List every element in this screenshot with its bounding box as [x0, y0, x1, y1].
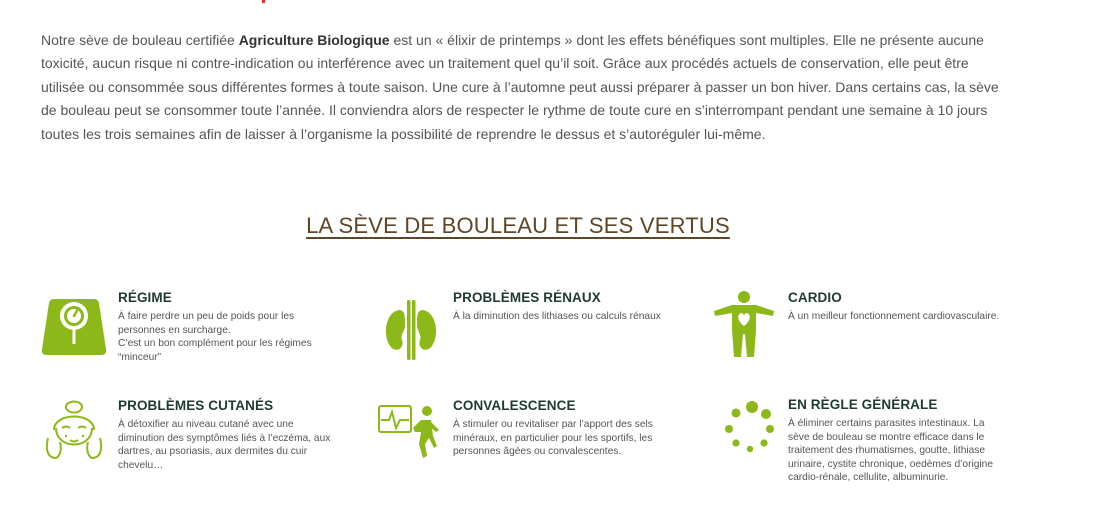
intro-text-start: Notre sève de bouleau certifiée	[41, 32, 239, 48]
running-heartbeat-icon	[377, 400, 445, 468]
feature-regime	[118, 290, 333, 364]
intro-bold-text: Agriculture Biologique	[238, 32, 390, 48]
feature-title: CONVALESCENCE	[453, 398, 576, 413]
feature-title: RÉGIME	[118, 290, 172, 305]
kidneys-icon	[377, 296, 445, 364]
feature-convalescence	[453, 398, 668, 459]
feature-text: À stimuler ou revitaliser par l’apport des sels minéraux, en particulier pour les sportifs, les personnes âgées ou convalescentes.	[453, 419, 653, 458]
feature-title: EN RÈGLE GÉNÉRALE	[788, 397, 938, 412]
feature-text: À éliminer certains parasites intestinaux. La sève de bouleau se montre efficace dans le traitement des rhumatismes, goutte, lithiase urinaire, cystite chronique, oedèmes d’origine cardio-rénale, cellulite, albuminurie.	[788, 418, 993, 484]
heart-person-icon	[710, 290, 778, 358]
feature-en-regle-generale	[788, 397, 1003, 485]
section-title: LA SÈVE DE BOULEAU ET SES VERTUS	[306, 213, 730, 238]
feature-title: PROBLÈMES RÉNAUX	[453, 290, 601, 305]
feature-text: À faire perdre un peu de poids pour les personnes en surcharge. C’est un bon complément pour les régimes “minceur”	[118, 311, 312, 363]
feature-text: À un meilleur fonctionnement cardiovasculaire.	[788, 311, 1000, 322]
feature-text: À détoxifier au niveau cutané avec une diminution des symptômes liés à l’eczéma, aux dartres, au psoriasis, aux dermites du cuir chevelu…	[118, 419, 331, 471]
feature-problemes-renaux	[453, 290, 668, 324]
feature-title: PROBLÈMES CUTANÉS	[118, 398, 274, 413]
feature-text: À la diminution des lithiases ou calculs rénaux	[453, 311, 661, 322]
feature-problemes-cutanes	[118, 398, 333, 472]
feature-cardio	[788, 290, 1003, 324]
intro-text-rest: est un « élixir de printemps » dont les effets bénéfiques sont multiples. Elle ne présente aucune toxicité, aucun risque ni contre-indication ou interférence avec un traitement quel qu’il soit. Grâce aux procédés actuels de conservation, elle peut être utilisée ou consommée sous différentes formes à toute saison. Une cure à l’automne peut aussi préparer à passer un bon hiver. Dans certains cas, la sève de bouleau peut se consommer toute l’année. Il conviendra alors de respecter le rythme de toute cure en s’interrompant pendant une semaine à 10 jours toutes les trois semaines afin de laisser à l’organisme la possibilité de reprendre le dessus et s’autoréguler lui-même.	[41, 32, 999, 142]
scale-icon	[40, 289, 108, 357]
dots-circle-icon	[712, 397, 780, 465]
face-care-icon	[42, 398, 110, 466]
intro-paragraph	[41, 29, 1001, 146]
feature-title: CARDIO	[788, 290, 842, 305]
red-marker	[262, 0, 265, 3]
